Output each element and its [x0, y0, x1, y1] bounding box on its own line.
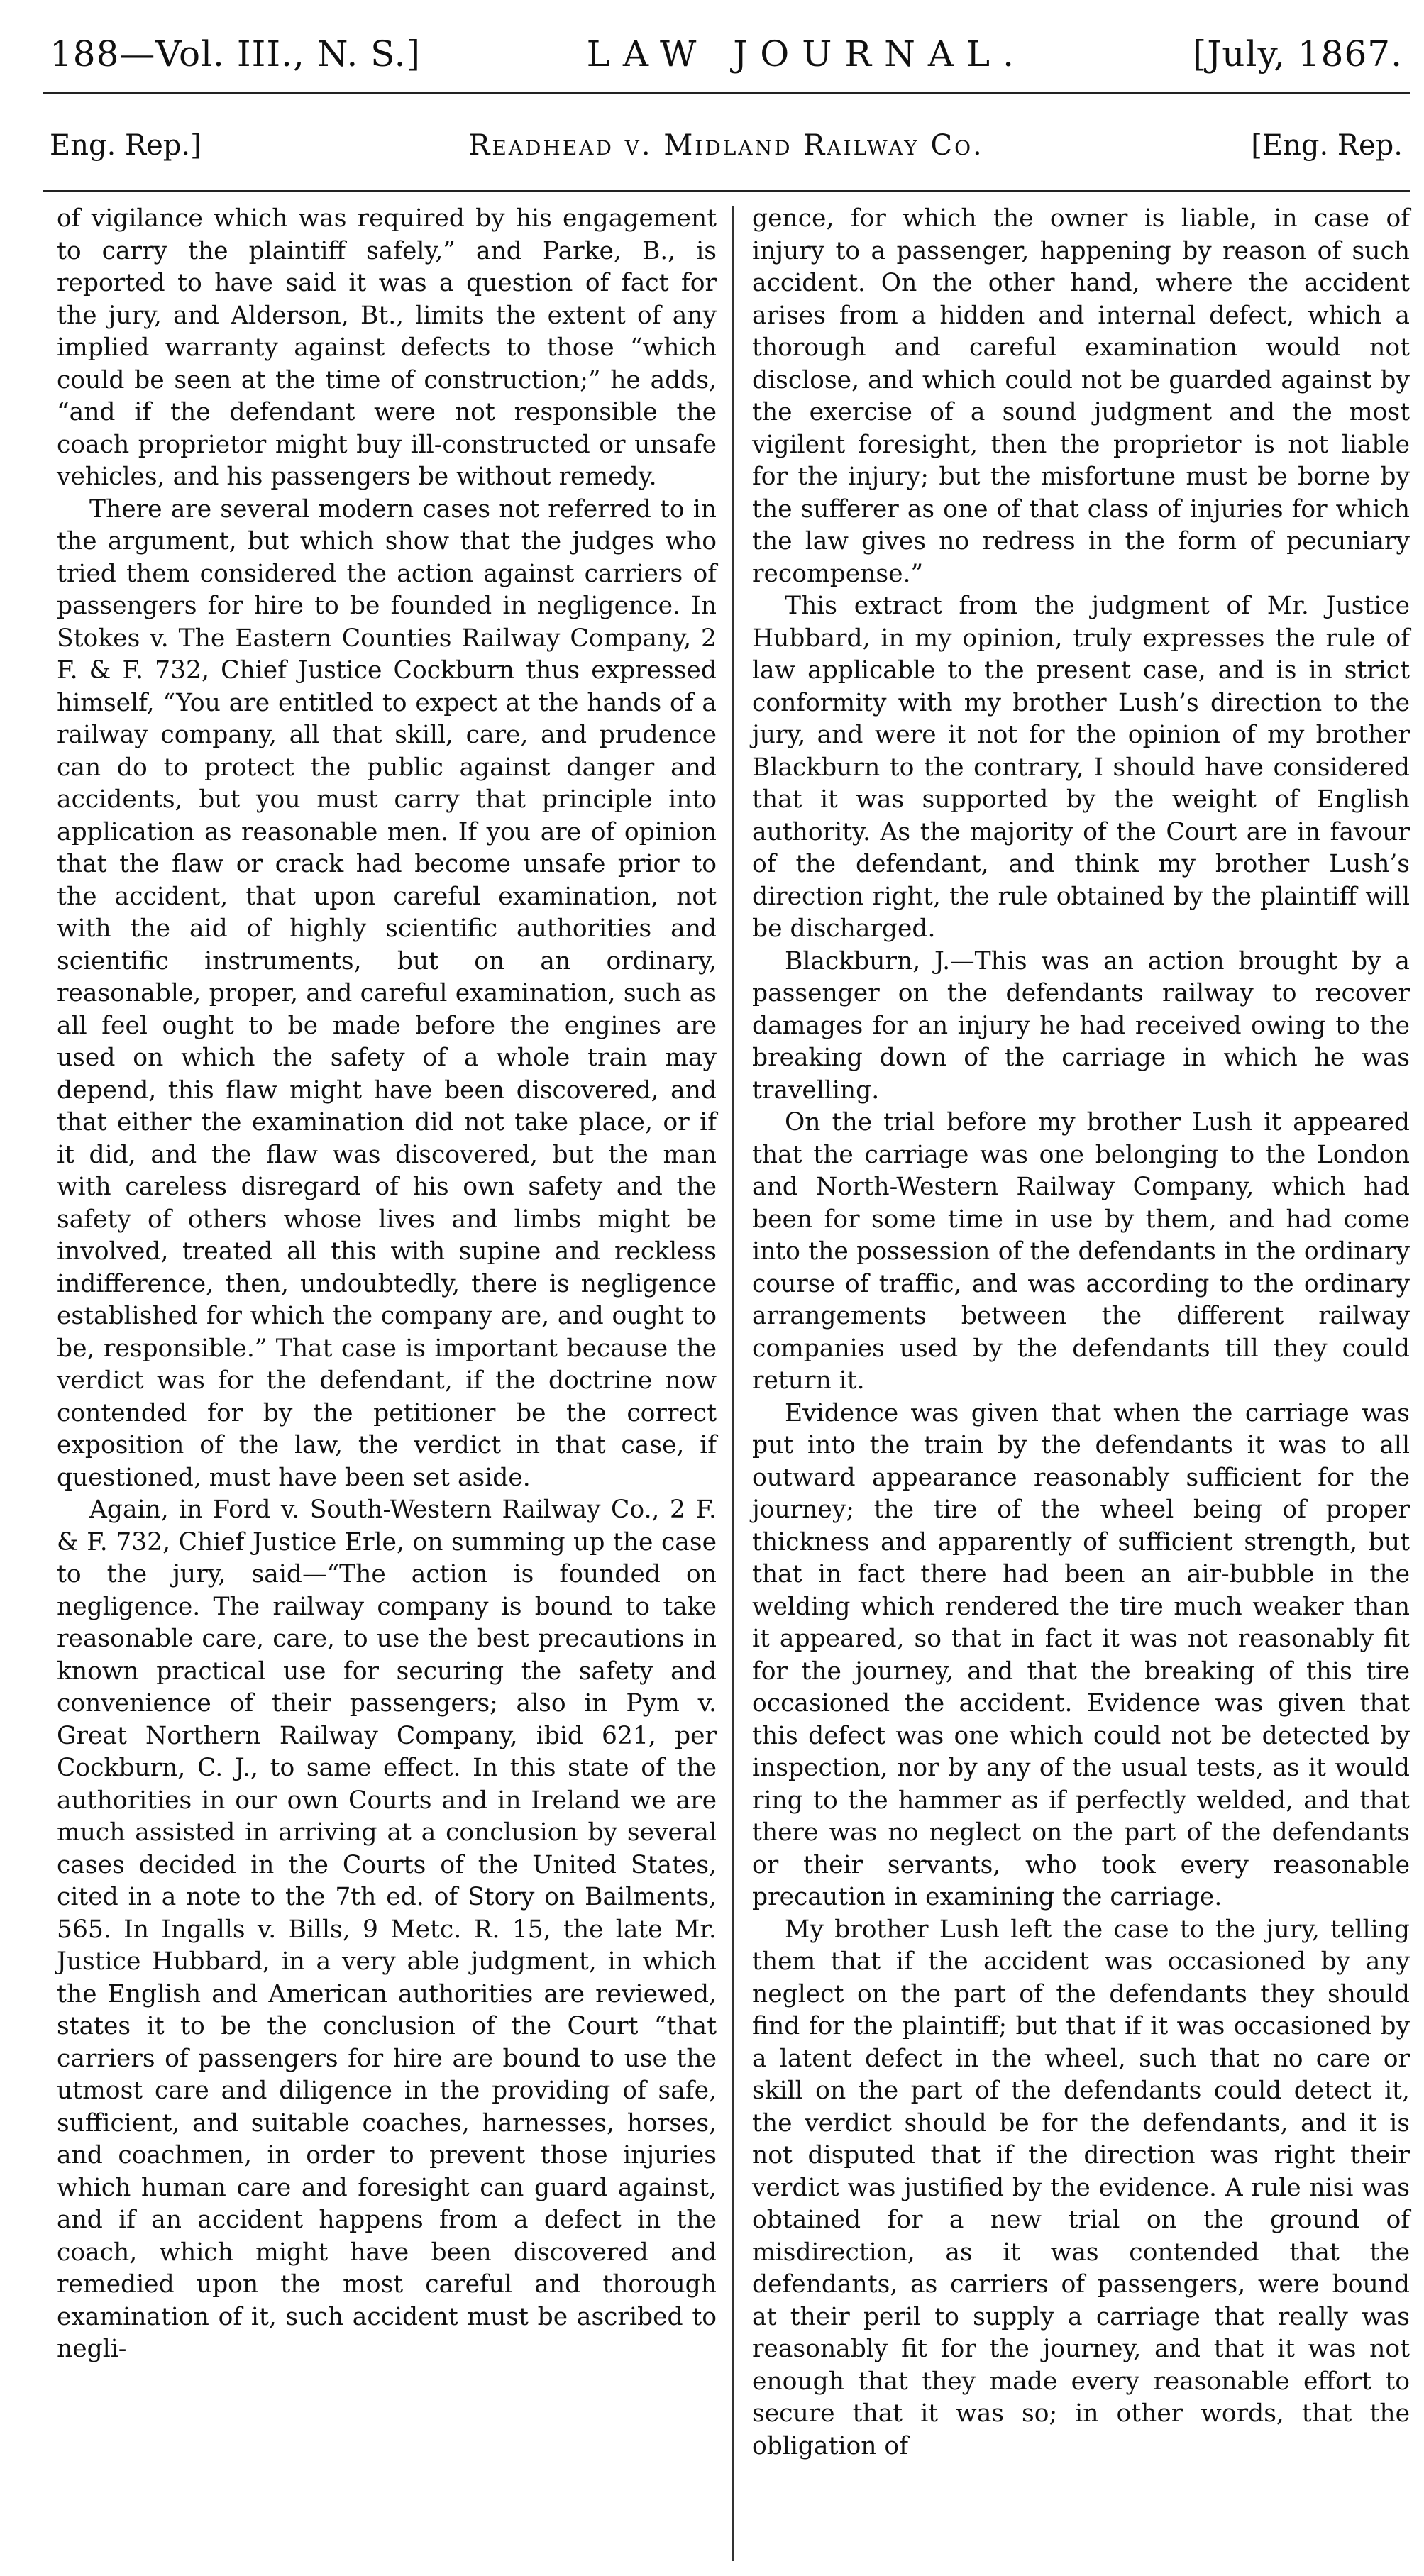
paragraph: Again, in Ford v. South-Western Railway Co., 2 F. & F. 732, Chief Justice Erle, on summing up the case to the jury, said—“The action is founded on negligence. The railway company is bound to take reasonable care, care, to use the best precautions in known practical use for securing the safety and convenience of their passengers; also in Pym v. Great Northern Railway Company, ibid 621, per Cockburn, C. J., to same effect. In this state of the authorities in our own Courts and in Ireland we are much assisted in arriving at a conclusion by several cases decided in the Courts of the United States, cited in a note to the 7th ed. of Story on Bailments, 565. In Ingalls v. Bills, 9 Metc. R. 15, the late Mr. Justice Hubbard, in a very able judgment, in which the English and American authorities are reviewed, states it to be the conclusion of the Court “that carriers of passengers for hire are bound to use the utmost care and diligence in the providing of safe, sufficient, and suitable coaches, harnesses, horses, and coachmen, in order to prevent those injuries which human care and foresight can guard against, and if an accident happens from a defect in the coach, which might have been discovered and remedied upon the most careful and thorough examination of it, such accident must be ascribed to negli- — [57, 1496, 717, 2363]
paragraph: of vigilance which was required by his engagement to carry the plaintiff safely,” and Parke, B., is reported to have said it was a question of fact for the jury, and Alderson, Bt., limits the extent of any implied warranty against defects to those “which could be seen at the time of construction;” he adds, “and if the defendant were not responsible the coach proprietor might buy ill-constructed or unsafe vehicles, and his passengers be without remedy. — [57, 204, 717, 491]
report-left: Eng. Rep.] — [50, 129, 202, 162]
paragraph: My brother Lush left the case to the jury, telling them that if the accident was occasioned by any neglect on the part of the defendants they should find for the plaintiff; but that if it was occasioned by a latent defect in the wheel, such that no care or skill on the part of the defendants could detect it, the verdict should be for the defendants, and it is not disputed that if the direction was right their verdict was justified by the evidence. A rule nisi was obtained for a new trial on the ground of misdirection, as it was contended that the defendants, as carriers of passengers, were bound at their peril to supply a carriage that really was reasonably fit for the journey, and that it was not enough that they made every reasonable effort to secure that it was so; in other words, that the obligation of — [752, 1915, 1410, 2460]
journal-title: LAW JOURNAL. — [586, 33, 1027, 74]
left-column — [57, 203, 717, 2366]
paragraph: Evidence was given that when the carriage was put into the train by the defendants it was to all outward appearance reasonably sufficient for the journey; the tire of the wheel being of proper thickness and apparently of sufficient strength, but that in fact there had been an air-bubble in the welding which rendered the tire much weaker than it appeared, so that in fact it was not reasonably fit for the journey, and that the breaking of this tire occasioned the accident. Evidence was given that this defect was one which could not be detected by inspection, nor by any of the usual tests, as it would ring to the hammer as if perfectly welded, and that there was no neglect on the part of the defendants or their servants, who took every reasonable precaution in examining the carriage. — [752, 1398, 1410, 1911]
header-rule-top — [43, 92, 1410, 94]
issue-date: [July, 1867. — [1192, 33, 1403, 74]
running-head — [50, 26, 1403, 82]
page-volume: 188—Vol. III., N. S.] — [50, 33, 421, 74]
right-column — [752, 203, 1410, 2462]
paragraph: Blackburn, J.—This was an action brought by a passenger on the defendants railway to recover damages for an injury he had received owing to the breaking down of the carriage in which he was travelling. — [752, 946, 1410, 1105]
report-right: [Eng. Rep. — [1251, 129, 1403, 162]
paragraph: On the trial before my brother Lush it appeared that the carriage was one belonging to the London and North-Western Railway Company, which had been for some time in use by them, and had come into the possession of the defendants in the ordinary course of traffic, and was according to the ordinary arrangements between the different railway companies used by the defendants till they could return it. — [752, 1108, 1410, 1395]
paragraph: This extract from the judgment of Mr. Justice Hubbard, in my opinion, truly expresses the rule of law applicable to the present case, and is in strict conformity with my brother Lush’s direction to the jury, and were it not for the opinion of my brother Blackburn to the contrary, I should have considered that it was supported by the weight of English authority. As the majority of the Court are in favour of the defendant, and think my brother Lush’s direction right, the rule obtained by the plaintiff will be discharged. — [752, 592, 1410, 943]
case-header — [50, 106, 1403, 184]
column-divider — [732, 206, 734, 2561]
paragraph: gence, for which the owner is liable, in case of injury to a passenger, happening by reason of such accident. On the other hand, where the accident arises from a hidden and internal defect, which a thorough and careful examination would not disclose, and which could not be guarded against by the exercise of a sound judgment and the most vigilent foresight, then the proprietor is not liable for the injury; but the misfortune must be borne by the sufferer as one of that class of injuries for which the law gives no redress in the form of pecuniary recompense.” — [752, 204, 1410, 588]
case-title: Readhead v. Midland Railway Co. — [468, 129, 984, 162]
paragraph: There are several modern cases not referred to in the argument, but which show that the judges who tried them considered the action against carriers of passengers for hire to be founded in negligence. In Stokes v. The Eastern Counties Railway Company, 2 F. & F. 732, Chief Justice Cockburn thus expressed himself, “You are entitled to expect at the hands of a railway company, all that skill, care, and prudence can do to protect the public against danger and accidents, but you must carry that principle into application as reasonable men. If you are of opinion that the flaw or crack had become unsafe prior to the accident, that upon careful examination, not with the aid of highly scientific authorities and scientific instruments, but on an ordinary, reasonable, proper, and careful examination, such as all feel ought to be made before the engines are used on which the safety of a whole train may depend, this flaw might have been discovered, and that either the examination did not take place, or if it did, and the flaw was discovered, but the man with careless disregard of his own safety and the safety of others whose lives and limbs might be involved, treated all this with supine and reckless indifference, then, undoubtedly, there is negligence established for which the company are, and ought to be, responsible.” That case is important because the verdict was for the defendant, if the doctrine now contended for by the petitioner be the correct exposition of the law, the verdict in that case, if questioned, must have been set aside. — [57, 494, 717, 1492]
header-rule-bottom — [43, 190, 1410, 192]
